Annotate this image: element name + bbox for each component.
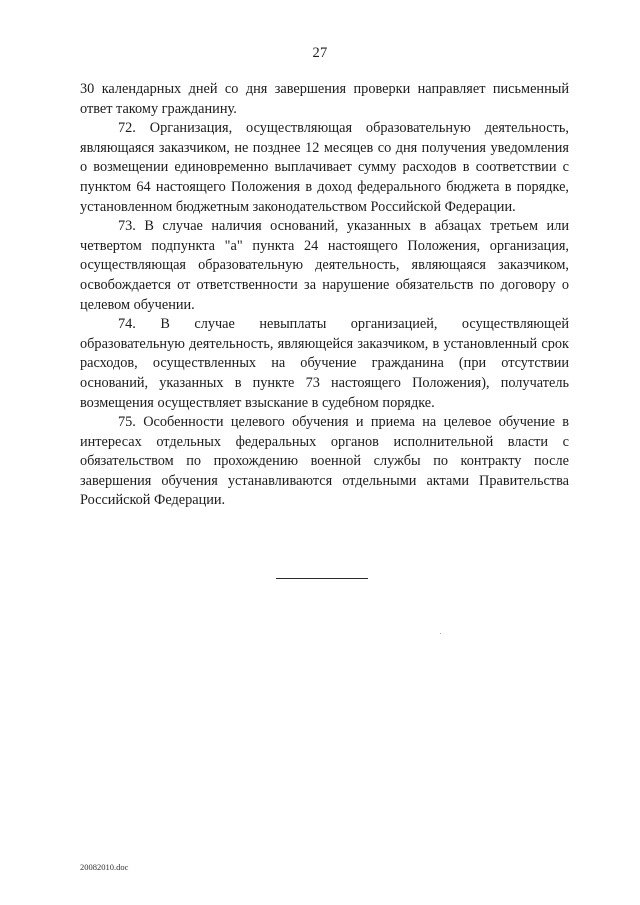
paragraph-continuation: 30 календарных дней со дня завершения проверки направляет письменный ответ такому гражданину.	[80, 81, 569, 117]
end-of-text-rule	[276, 578, 368, 579]
scan-speck	[440, 633, 441, 634]
page-number: 27	[312, 45, 328, 61]
paragraph-75: 75. Особенности целевого обучения и приема на целевое обучение в интересах отдельных федеральных органов исполнительной власти с обязательством по прохождению военной службы по контракту после завершения обучения устанавливаются отдельными актами Правительства Российской Федерации.	[80, 414, 569, 509]
paragraph-72: 72. Организация, осуществляющая образовательную деятельность, являющаяся заказчиком, не позднее 12 месяцев со дня получения уведомления о возмещении единовременно выплачивает сумму расходов в соответствии с пунктом 64 настоящего Положения в доход федерального бюджета в порядке, установленном бюджетным законодательством Российской Федерации.	[80, 120, 569, 215]
paragraph-73: 73. В случае наличия оснований, указанных в абзацах третьем или четвертом подпункта "а" пункта 24 настоящего Положения, организация, осуществляющая образовательную деятельность, являющаяся заказчиком, освобождается от ответственности за нарушение обязательств по договору о целевом обучении.	[80, 218, 569, 313]
file-reference: 20082010.doc	[80, 862, 129, 872]
paragraph-74: 74. В случае невыплаты организацией, осуществляющей образовательную деятельность, являющейся заказчиком, в установленный срок расходов, осуществленных на обучение гражданина (при отсутствии оснований, указанных в пункте 73 настоящего Положения), получатель возмещения осуществляет взыскание в судебном порядке.	[80, 316, 569, 411]
document-body	[80, 80, 569, 511]
